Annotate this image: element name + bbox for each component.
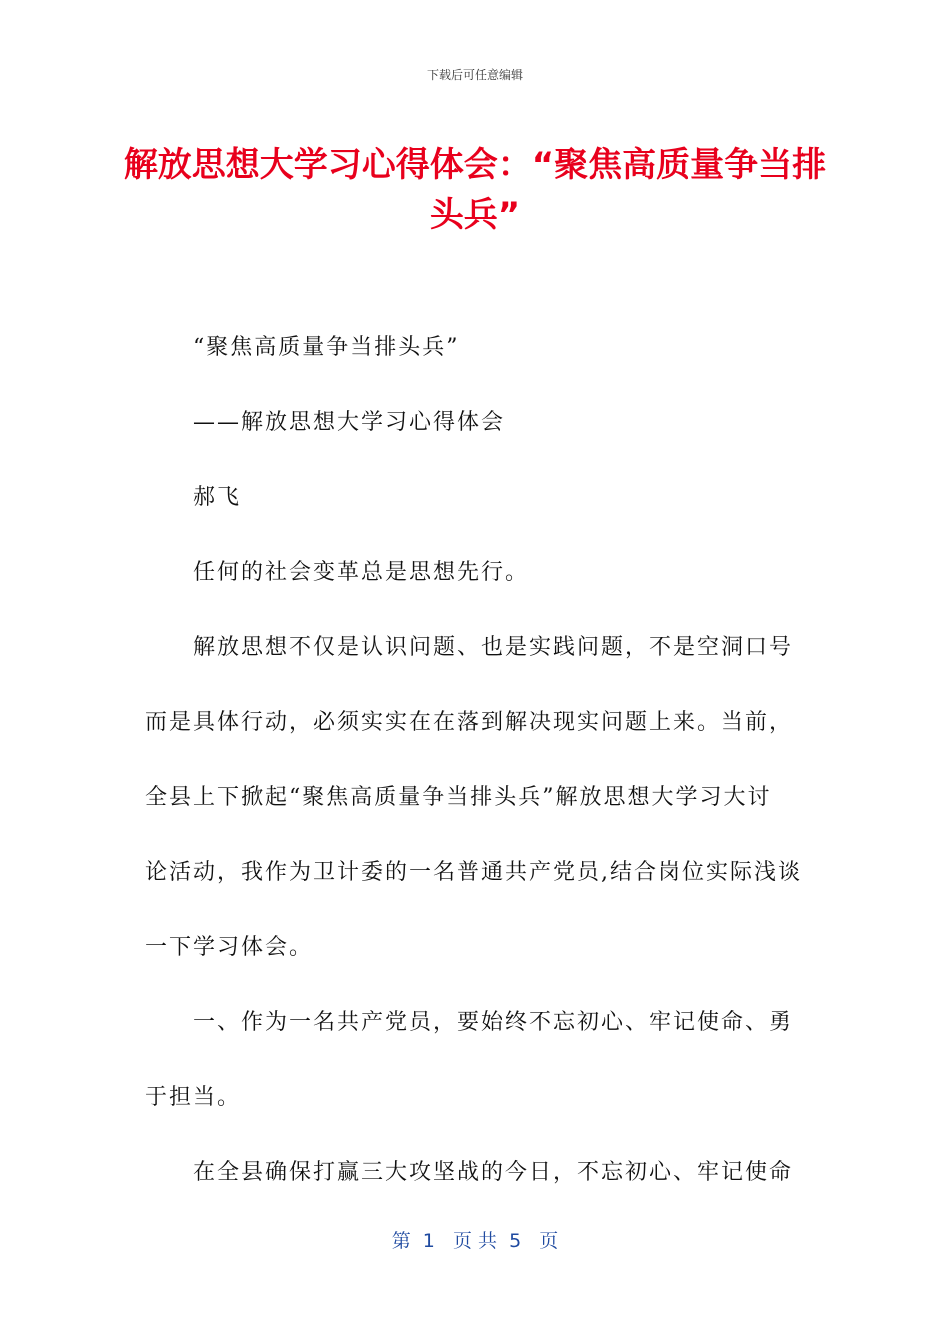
paragraph-line: 在全县确保打赢三大攻坚战的今日，不忘初心、牢记使命 xyxy=(193,1160,794,1185)
paragraph-line: 全县上下掀起“聚焦高质量争当排头兵”解放思想大学习大讨 xyxy=(145,785,772,810)
author-line: 郝飞 xyxy=(193,485,242,510)
page-footer: 第 1 页 共 5 页 xyxy=(391,1230,559,1252)
subtitle-line: ——解放思想大学习心得体会 xyxy=(193,410,506,435)
section-heading-line: 一、作为一名共产党员，要始终不忘初心、牢记使命、勇 xyxy=(193,1010,794,1035)
paragraph-line: 论活动，我作为卫计委的一名普通共产党员,结合岗位实际浅谈 xyxy=(145,860,802,885)
paragraph-line: 而是具体行动，必须实实在在落到解决现实问题上来。当前， xyxy=(145,710,794,735)
header-note: 下载后可任意编辑 xyxy=(426,68,523,82)
paragraph-line: 任何的社会变革总是思想先行。 xyxy=(193,560,530,585)
paragraph-line: 一下学习体会。 xyxy=(145,935,314,960)
document-title: 解放思想大学习心得体会：“聚焦高质量争当排头兵” xyxy=(123,145,827,235)
section-heading-line: 于担当。 xyxy=(145,1085,242,1110)
quote-subtitle-line: “聚焦高质量争当排头兵” xyxy=(193,335,460,360)
paragraph-line: 解放思想不仅是认识问题、也是实践问题，不是空洞口号 xyxy=(193,635,794,660)
